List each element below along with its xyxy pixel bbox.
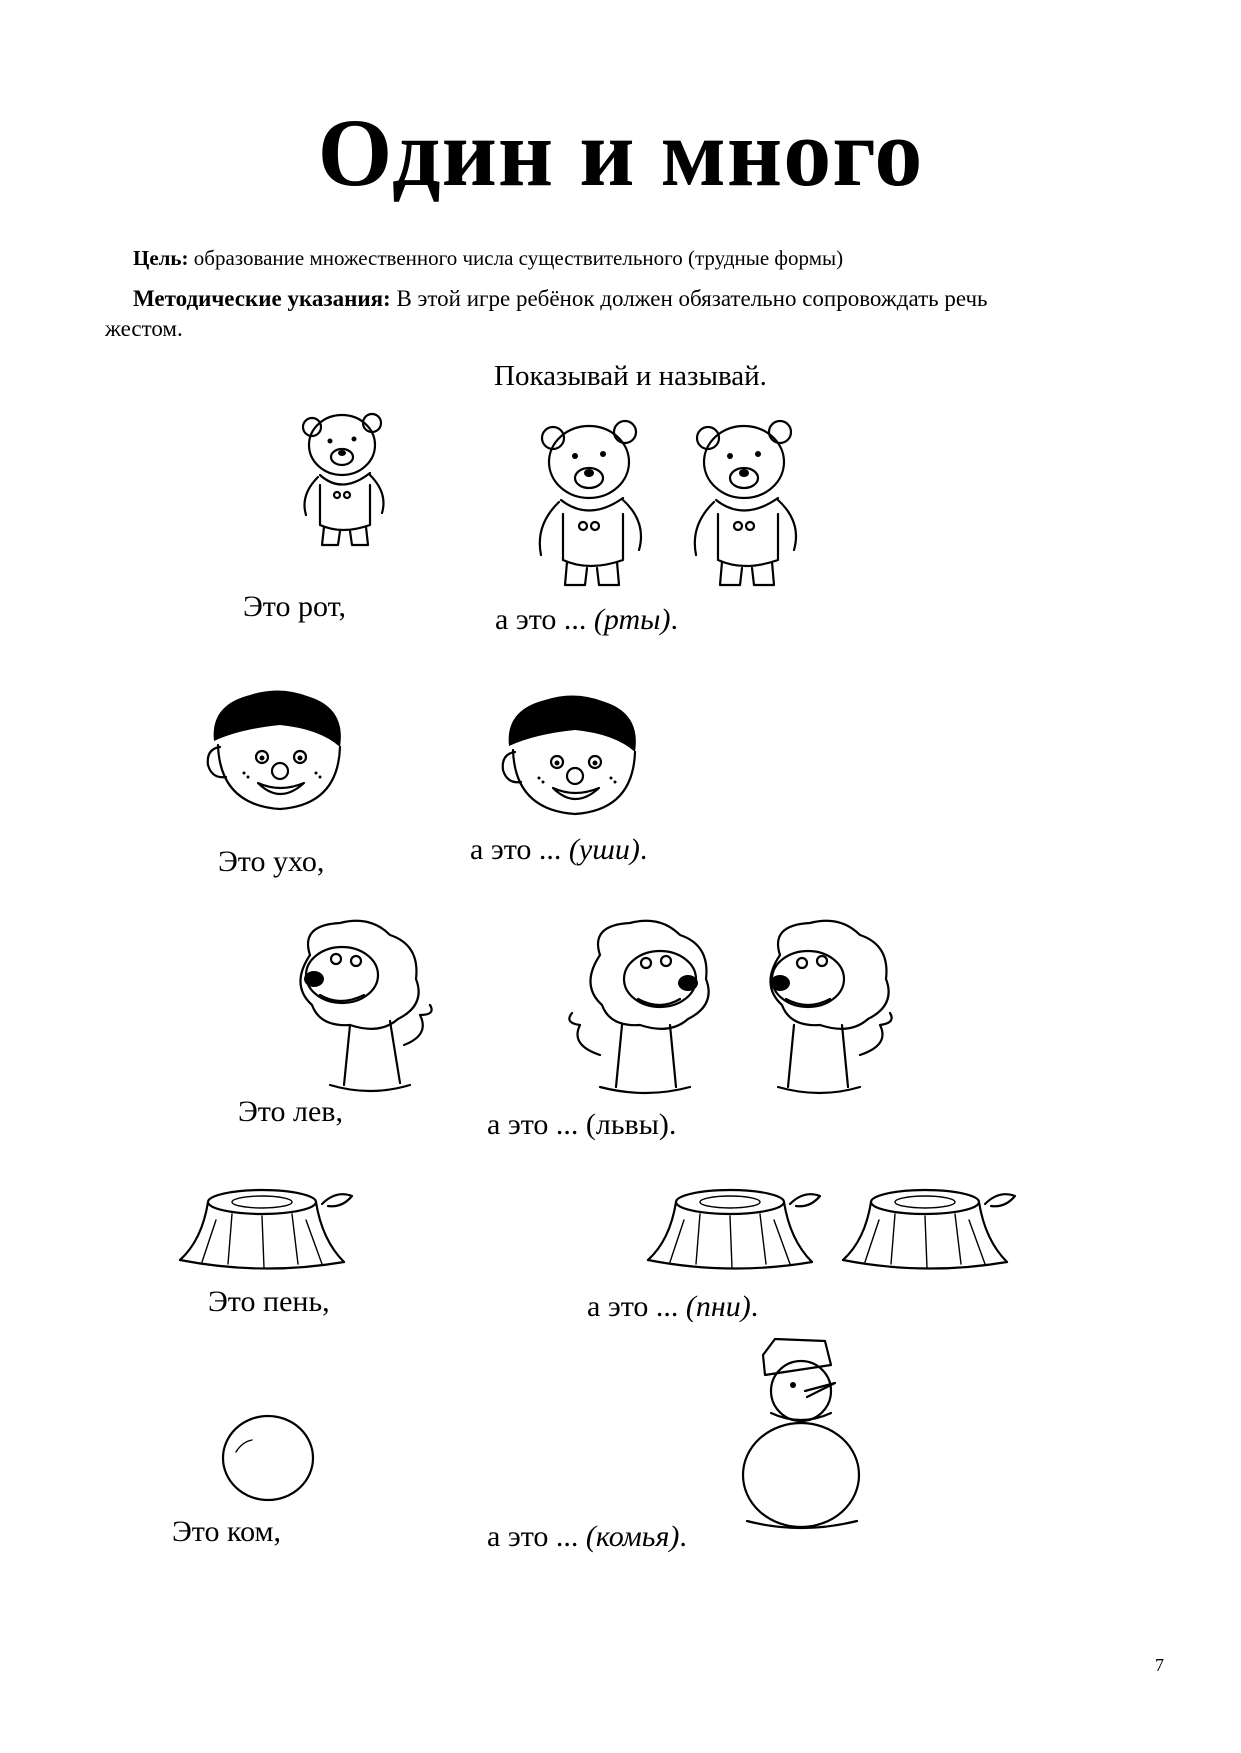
- plural-answer: (львы): [585, 1108, 669, 1141]
- goal-label: Цель:: [133, 246, 189, 270]
- method-text: В этой игре ребёнок должен обязательно сопровождать речь: [390, 286, 988, 311]
- plural-prefix: а это ...: [470, 833, 569, 866]
- row-5-plural: [487, 1520, 687, 1554]
- snowman-icon: [735, 1335, 870, 1535]
- plural-answer: (рты): [593, 603, 671, 636]
- row-4-single: Это пень,: [208, 1285, 330, 1318]
- snowball-icon: [218, 1412, 318, 1507]
- row-4-plural: [587, 1290, 758, 1324]
- goal-line: [133, 246, 843, 271]
- row-3-plural: [487, 1108, 676, 1142]
- instruction: Показывай и называй.: [494, 360, 767, 392]
- stump-icon: [172, 1180, 372, 1280]
- plural-suffix: .: [679, 1520, 687, 1553]
- two-lions-icon: [560, 915, 900, 1105]
- plural-prefix: а это ...: [495, 603, 594, 636]
- plural-answer: (пни): [685, 1290, 751, 1323]
- bear: [303, 414, 384, 545]
- plural-suffix: .: [668, 1108, 677, 1141]
- plural-answer: (уши): [568, 833, 640, 866]
- row-2-plural: [470, 833, 647, 867]
- row-1-plural: [495, 603, 678, 637]
- row-3-single: Это лев,: [238, 1095, 343, 1128]
- plural-suffix: .: [670, 603, 678, 636]
- plural-prefix: а это ...: [487, 1108, 586, 1141]
- boy-face-icon: [200, 685, 350, 815]
- boy-face-icon: [495, 690, 645, 820]
- plural-prefix: а это ...: [487, 1520, 586, 1553]
- page-number: 7: [1155, 1655, 1164, 1675]
- bear-icon: [290, 405, 405, 550]
- row-5-single: Это ком,: [172, 1515, 281, 1548]
- page-title: Один и много: [317, 99, 924, 206]
- two-stumps-icon: [640, 1180, 1030, 1280]
- two-bears-icon: [525, 410, 815, 595]
- method-text-cont: жестом.: [105, 316, 183, 341]
- row-1-single: Это рот,: [243, 590, 346, 623]
- plural-suffix: .: [639, 833, 648, 866]
- method-line: [133, 285, 1113, 314]
- plural-answer: (комья): [585, 1520, 680, 1553]
- plural-suffix: .: [750, 1290, 759, 1323]
- goal-text: образование множественного числа существительного (трудные формы): [188, 246, 844, 270]
- lion-icon: [280, 915, 445, 1100]
- method-label: Методические указания:: [133, 286, 391, 311]
- row-2-single: Это ухо,: [218, 845, 325, 878]
- plural-prefix: а это ...: [587, 1290, 686, 1323]
